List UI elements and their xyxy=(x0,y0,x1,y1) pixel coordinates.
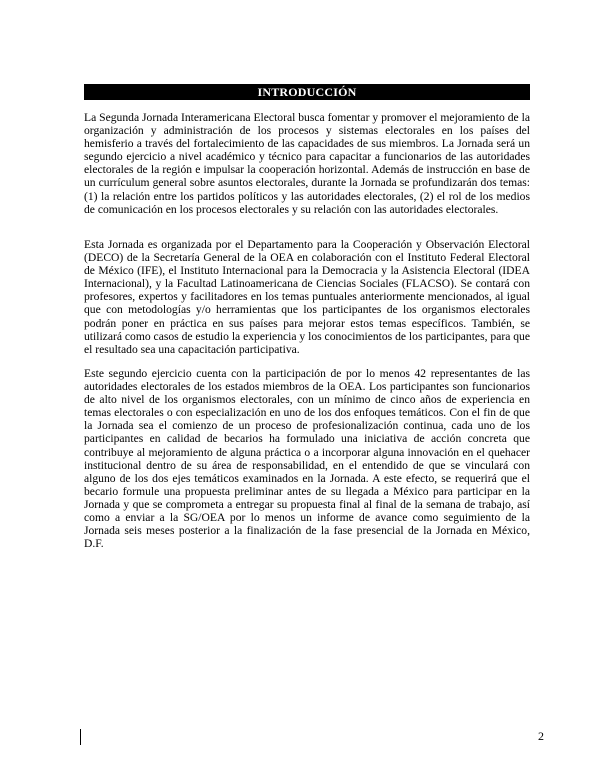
revision-margin-bar xyxy=(80,729,81,745)
section-title: INTRODUCCIÓN xyxy=(257,85,357,99)
paragraph-participants: Este segundo ejercicio cuenta con la participación de por lo menos 42 representantes de las autoridades electorales de los estados miembros de la OEA. Los participantes son funcionarios de alto nivel de los organismos electorales, con un mínimo de cinco años de experiencia en temas electorales o con especialización en uno de los dos enfoques temáticos. Con el fin de que la Jornada sea el comienzo de un proceso de profesionalización continua, cada uno de los participantes en calidad de becarios ha formulado una iniciativa de acción concreta que contribuye al mejoramiento de alguna práctica o a incorporar alguna innovación en el quehacer institucional dentro de su área de responsabilidad, en el entendido de que se vinculará con alguno de los dos ejes temáticos examinados en la Jornada. A este efecto, se requerirá que el becario formule una propuesta preliminar antes de su llegada a México para participar en la Jornada y que se comprometa a entregar su propuesta final al final de la semana de trabajo, así como a enviar a la SG/OEA por lo menos un informe de avance como seguimiento de la Jornada seis meses posterior a la finalización de la fase presencial de la Jornada en México, D.F. xyxy=(84,367,530,551)
paragraph-organization: Esta Jornada es organizada por el Departamento para la Cooperación y Observación Electoral (DECO) de la Secretaría General de la OEA en colaboración con el Instituto Federal Electoral de México (IFE), el Instituto Internacional para la Democracia y la Asistencia Electoral (IDEA Internacional), y la Facultad Latinoamericana de Ciencias Sociales (FLACSO). Se contará con profesores, expertos y facilitadores en los temas puntuales anteriormente mencionados, al igual que con metodologías y/o herramientas que los participantes de los organismos electorales podrán poner en práctica en sus países para mejorar estos temas específicos. También, se utilizará como casos de estudio la experiencia y los conocimientos de los participantes, para que el resultado sea una capacitación participativa. xyxy=(84,238,530,356)
section-title-bar xyxy=(84,84,530,100)
paragraph-introduction: La Segunda Jornada Interamericana Electoral busca fomentar y promover el mejoramiento de la organización y administración de los procesos y sistemas electorales en los países del hemisferio a través del fortalecimiento de las capacidades de sus miembros. La Jornada será un segundo ejercicio a nivel académico y técnico para capacitar a funcionarios de las autoridades electorales de la región e impulsar la cooperación horizontal. Además de instrucción en base de un currículum general sobre asuntos electorales, durante la Jornada se profundizarán dos temas: (1) la relación entre los partidos políticos y las autoridades electorales, (2) el rol de los medios de comunicación en los procesos electorales y su relación con las autoridades electorales. xyxy=(84,111,530,216)
page-number: 2 xyxy=(538,729,544,743)
